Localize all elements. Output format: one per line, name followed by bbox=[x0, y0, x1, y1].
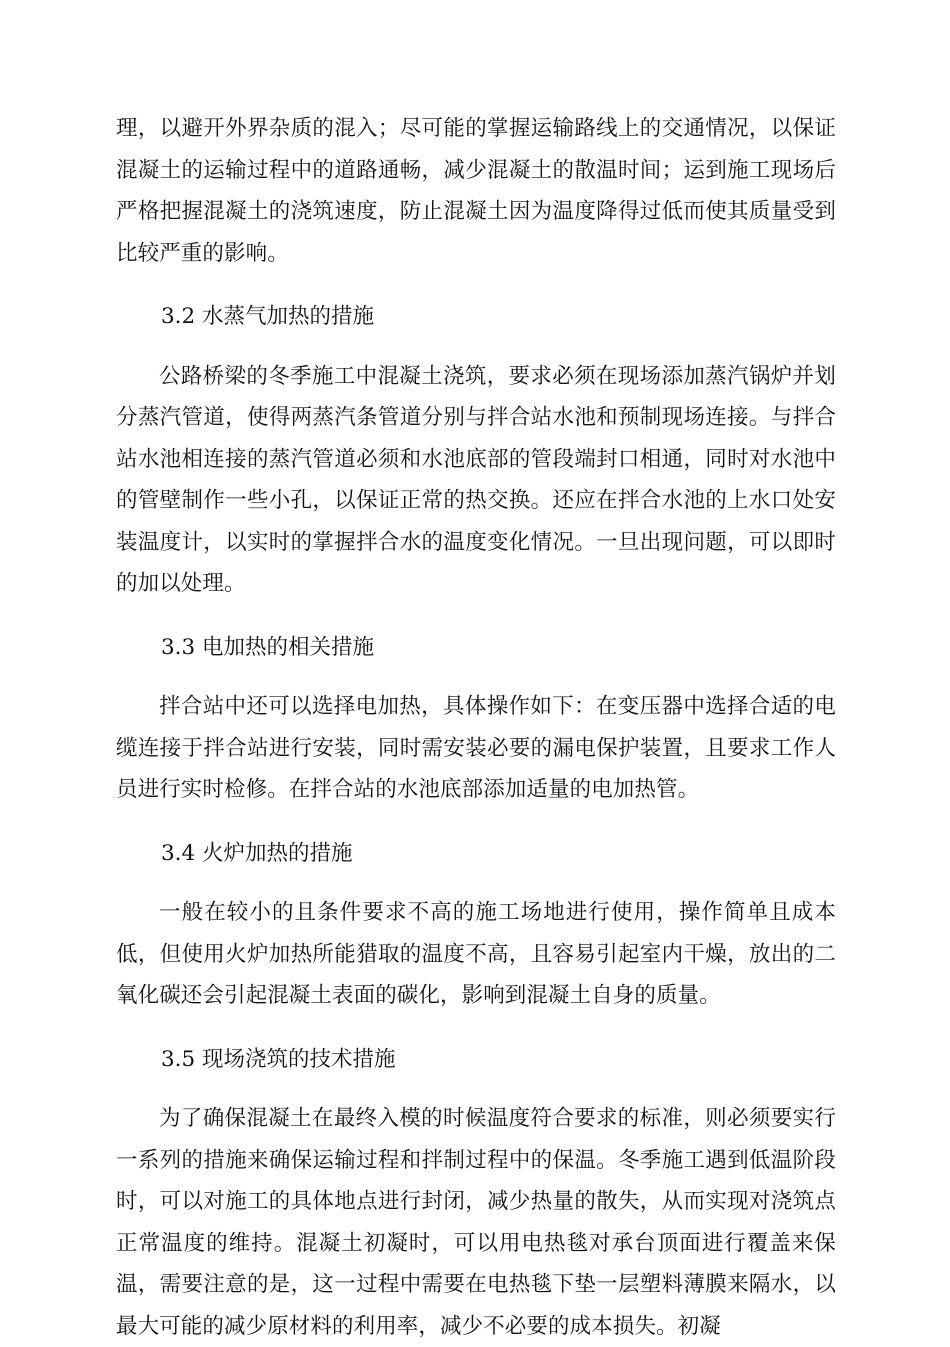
section-heading-3-5: 3.5 现场浇筑的技术措施 bbox=[161, 1046, 396, 1072]
section-heading-3-2: 3.2 水蒸气加热的措施 bbox=[161, 304, 375, 329]
paragraph-steam-heating: 公路桥梁的冬季施工中混凝土浇筑，要求必须在现场添加蒸汽锅炉并划分蒸汽管道，使得两蒸汽条管道分别与拌合站水池和预制现场连接。与拌合站水池相连接的蒸汽管道必须和水池底部的管段端封口相通，同时对水池中的管壁制作一些小孔，以保证正常的热交换。还应在拌合水池的上水口处安装温度计，以实时的掌握拌合水的温度变化情况。一旦出现问题，可以即时的加以处理。 bbox=[116, 363, 836, 596]
spacer bbox=[116, 1017, 836, 1039]
spacer bbox=[116, 874, 836, 892]
spacer bbox=[116, 605, 836, 627]
spacer bbox=[116, 668, 836, 686]
paragraph-electric-heating: 拌合站中还可以选择电加热，具体操作如下：在变压器中选择合适的电缆连接于拌合站进行安装，同时需安装必要的漏电保护装置，且要求工作人员进行实时检修。在拌合站的水池底部添加适量的电加热管。 bbox=[116, 694, 836, 802]
paragraph-onsite-pouring: 为了确保混凝土在最终入模的时候温度符合要求的标准，则必须要实行一系列的措施来确保运输过程和拌制过程中的保温。冬季施工遇到低温阶段时，可以对施工的具体地点进行封闭，减少热量的散失，从而实现对浇筑点正常温度的维持。混凝土初凝时，可以用电热毯对承台顶面进行覆盖来保温，需要注意的是，这一过程中需要在电热毯下垫一层塑料薄膜来隔水，以最大可能的减少原材料的利用率，减少不必要的成本损失。初凝 bbox=[116, 1106, 836, 1339]
spacer bbox=[116, 338, 836, 356]
spacer bbox=[116, 274, 836, 296]
section-heading-3-3: 3.3 电加热的相关措施 bbox=[161, 634, 375, 660]
paragraph-continued: 理，以避开外界杂质的混入；尽可能的掌握运输路线上的交通情况，以保证混凝土的运输过程中的道路通畅，减少混凝土的散温时间；运到施工现场后严格把握混凝土的浇筑速度，防止混凝土因为温度降得过低而使其质量受到比较严重的影响。 bbox=[116, 116, 836, 266]
document-body bbox=[116, 108, 836, 1347]
paragraph-stove-heating: 一般在较小的且条件要求不高的施工场地进行使用，操作简单且成本低，但使用火炉加热所能猎取的温度不高，且容易引起室内干燥，放出的二氧化碳还会引起混凝土表面的碳化，影响到混凝土自身的质量。 bbox=[116, 900, 836, 1008]
spacer bbox=[116, 1080, 836, 1098]
section-heading-3-4: 3.4 火炉加热的措施 bbox=[161, 840, 353, 866]
spacer bbox=[116, 811, 836, 833]
